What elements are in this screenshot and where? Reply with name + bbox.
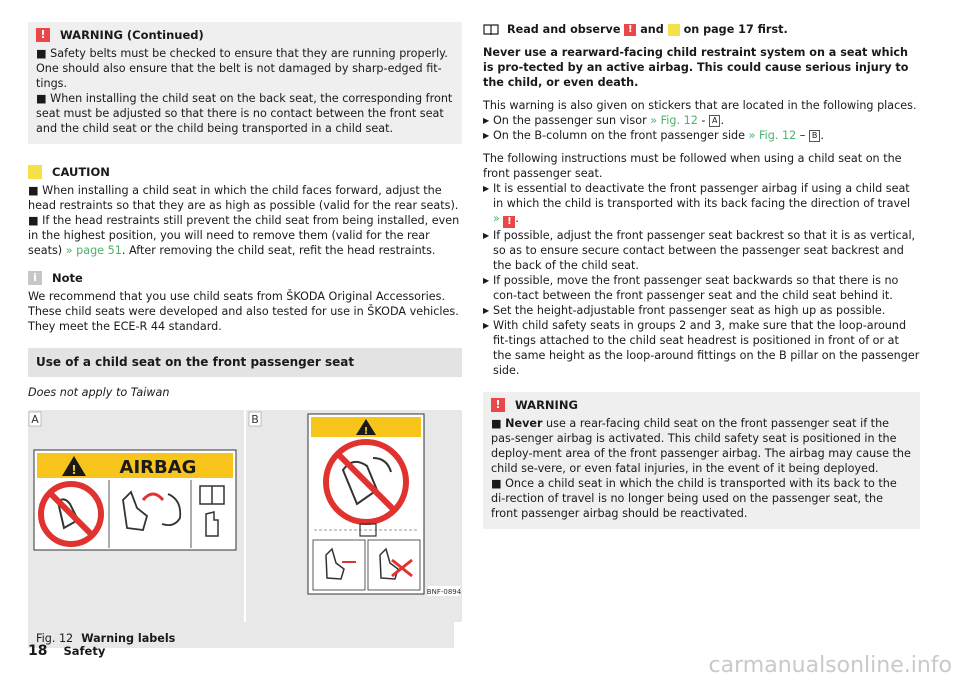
figure-label-a: A bbox=[31, 413, 39, 426]
svg-text:!: ! bbox=[363, 426, 369, 437]
sticker-letter-a: A bbox=[709, 115, 720, 127]
warning-p1: ■ Never use a rear-facing child seat on the front passenger seat if the pas-senger airbag is activated. This child safety seat is positioned in the deploy-ment area of the front passenger airbag. The airbag may cause the child se-vere, or even fatal injuries, in the event of it being deployed. bbox=[491, 417, 911, 475]
caution-section bbox=[28, 164, 462, 258]
play-arrow-icon: ▶ bbox=[483, 116, 490, 125]
play-arrow-icon: ▶ bbox=[483, 321, 490, 330]
left-column bbox=[28, 22, 462, 645]
instruction-4 bbox=[483, 303, 920, 318]
warning-continued-label: WARNING (Continued) bbox=[60, 27, 204, 42]
warning-continued-box bbox=[28, 22, 462, 144]
page-51-link[interactable]: » page 51 bbox=[65, 244, 122, 257]
read-and-text: and bbox=[640, 23, 664, 36]
sticker-location-1-sep: - bbox=[697, 114, 709, 127]
note-text: We recommend that you use child seats from ŠKODA Original Accessories. These child seats were developed and also tested for use in ŠKODA vehicles. They meet the ECE-R 44 standard. bbox=[28, 290, 459, 333]
read-observe-text: Read and observe bbox=[507, 23, 621, 36]
sticker-b bbox=[308, 414, 424, 594]
note-header bbox=[28, 270, 462, 286]
sticker-location-2: ▶ On the B-column on the front passenger side » Fig. 12 – B . bbox=[483, 129, 824, 142]
page-footer bbox=[28, 644, 105, 659]
instructions-intro: The following instructions must be followed when using a child seat on the front passenger seat. bbox=[483, 152, 902, 180]
fig12-link-1[interactable]: » Fig. 12 bbox=[650, 114, 698, 127]
warning-continued-p1: ■ Safety belts must be checked to ensure that they are running properly. One should also ensure that the belt is not damaged by sharp-edged fit-tings. bbox=[36, 47, 448, 90]
book-icon bbox=[483, 24, 499, 36]
instruction-4-text: Set the height-adjustable front passenger seat as high up as possible. bbox=[493, 304, 886, 317]
caution-p2-text-end: . After removing the child seat, refit the head restraints. bbox=[121, 244, 436, 257]
play-arrow-icon: ▶ bbox=[483, 231, 490, 240]
sticker-a bbox=[34, 450, 236, 550]
airbag-text: AIRBAG bbox=[119, 457, 197, 478]
sticker-location-2-text: On the B-column on the front passenger side bbox=[493, 129, 749, 142]
exclamation-icon: ! bbox=[491, 398, 505, 412]
caution-icon bbox=[28, 165, 42, 179]
instruction-1-text: It is essential to deactivate the front passenger airbag if using a child seat in which the child is transported with its back facing the direction of travel bbox=[493, 182, 911, 210]
right-column bbox=[483, 22, 920, 529]
warning-p1-text: use a rear-facing child seat on the front passenger seat if the pas-senger airbag is activated. This child safety seat is positioned in the deploy-ment area of the front passenger airbag. The airbag may cause the child se-vere, or even fatal injuries, in the event of it being deployed. bbox=[491, 417, 911, 475]
warning-ref-icon[interactable]: ! bbox=[624, 24, 636, 36]
caution-ref-icon[interactable] bbox=[668, 24, 680, 36]
figure-label-b: B bbox=[251, 413, 259, 426]
svg-text:!: ! bbox=[71, 463, 77, 477]
instruction-3-text: If possible, move the front passenger seat backwards so that there is no con-tact between the front passenger seat and the child seat behind it. bbox=[493, 274, 899, 302]
warning-never: Never bbox=[505, 417, 543, 430]
caution-label: CAUTION bbox=[52, 164, 110, 179]
warning-link[interactable]: » bbox=[493, 212, 500, 225]
section-subtitle: Does not apply to Taiwan bbox=[28, 386, 170, 399]
figure-code: BNF-0894 bbox=[426, 588, 462, 596]
warning-labels-illustration bbox=[28, 410, 462, 622]
exclamation-icon: ! bbox=[36, 28, 50, 42]
play-arrow-icon: ▶ bbox=[483, 184, 490, 193]
rearward-facing-warning: Never use a rearward-facing child restraint system on a seat which is pro-tected by an active airbag. This could cause serious injury to the child, or even death. bbox=[483, 46, 909, 89]
exclamation-icon: ! bbox=[503, 216, 515, 228]
caution-p2 bbox=[28, 213, 462, 258]
sticker-location-1-text: On the passenger sun visor bbox=[493, 114, 651, 127]
warning-box bbox=[483, 392, 920, 529]
instruction-5-text: With child safety seats in groups 2 and 3, make sure that the loop-around fit-tings attached to the child seat headrest is positioned in front of or at the same height as the loop-around fittings on the B pillar on the passenger side. bbox=[493, 319, 920, 377]
caution-header bbox=[28, 164, 462, 180]
warning-header bbox=[491, 396, 912, 414]
fig12-link-2[interactable]: » Fig. 12 bbox=[748, 129, 797, 142]
figure-caption-number: Fig. 12 bbox=[36, 632, 74, 645]
section-heading: Use of a child seat on the front passenger seat bbox=[28, 348, 462, 377]
instruction-2-text: If possible, adjust the front passenger seat backrest so that it is as vertical, so as to ensure secure contact between the passenger seat backrest and the back of the child seat. bbox=[493, 229, 916, 272]
warning-label: WARNING bbox=[515, 397, 578, 412]
instruction-1: ▶ It is essential to deactivate the front passenger airbag if using a child seat in which the child is transported with its back facing the direction of travel » ! . bbox=[483, 182, 911, 227]
watermark: carmanualsonline.info bbox=[708, 653, 952, 678]
read-observe-line bbox=[483, 22, 920, 37]
caution-p1: ■ When installing a child seat in which the child faces forward, adjust the head restraints so that they are as high as possible (valid for the rear seats). bbox=[28, 184, 459, 212]
play-arrow-icon: ▶ bbox=[483, 131, 490, 140]
read-page-text: on page 17 first. bbox=[683, 23, 788, 36]
info-icon: i bbox=[28, 271, 42, 285]
warning-continued-header bbox=[36, 26, 454, 44]
instruction-5 bbox=[483, 318, 920, 378]
warning-continued-p2: ■ When installing the child seat on the back seat, the corresponding front seat must be adjusted so that there is no contact between the front seat and the child seat or the child being transported in a child seat. bbox=[36, 92, 453, 135]
instruction-3 bbox=[483, 273, 920, 303]
sticker-location-2-sep: – bbox=[796, 129, 809, 142]
note-section bbox=[28, 270, 462, 334]
footer-section: Safety bbox=[63, 644, 106, 658]
sticker-letter-b: B bbox=[809, 130, 821, 142]
figure-caption-title: Warning labels bbox=[81, 632, 176, 645]
note-label: Note bbox=[52, 270, 83, 285]
play-arrow-icon: ▶ bbox=[483, 306, 490, 315]
page-number: 18 bbox=[28, 643, 48, 659]
sticker-location-1: ▶ On the passenger sun visor » Fig. 12 - A . bbox=[483, 114, 725, 127]
warning-labels-figure bbox=[28, 410, 462, 645]
instruction-2 bbox=[483, 228, 920, 273]
warning-p2: ■ Once a child seat in which the child is transported with its back to the di-rection of travel is no longer being used on the passenger seat, the front passenger airbag should be reactivated. bbox=[491, 477, 897, 520]
caution-p2-text: ■ If the head restraints still prevent the child seat from being installed, even in the highest position, you will need to remove them (valid for the rear seats) bbox=[28, 214, 460, 257]
stickers-intro: This warning is also given on stickers that are located in the following places. bbox=[483, 99, 917, 112]
play-arrow-icon: ▶ bbox=[483, 276, 490, 285]
